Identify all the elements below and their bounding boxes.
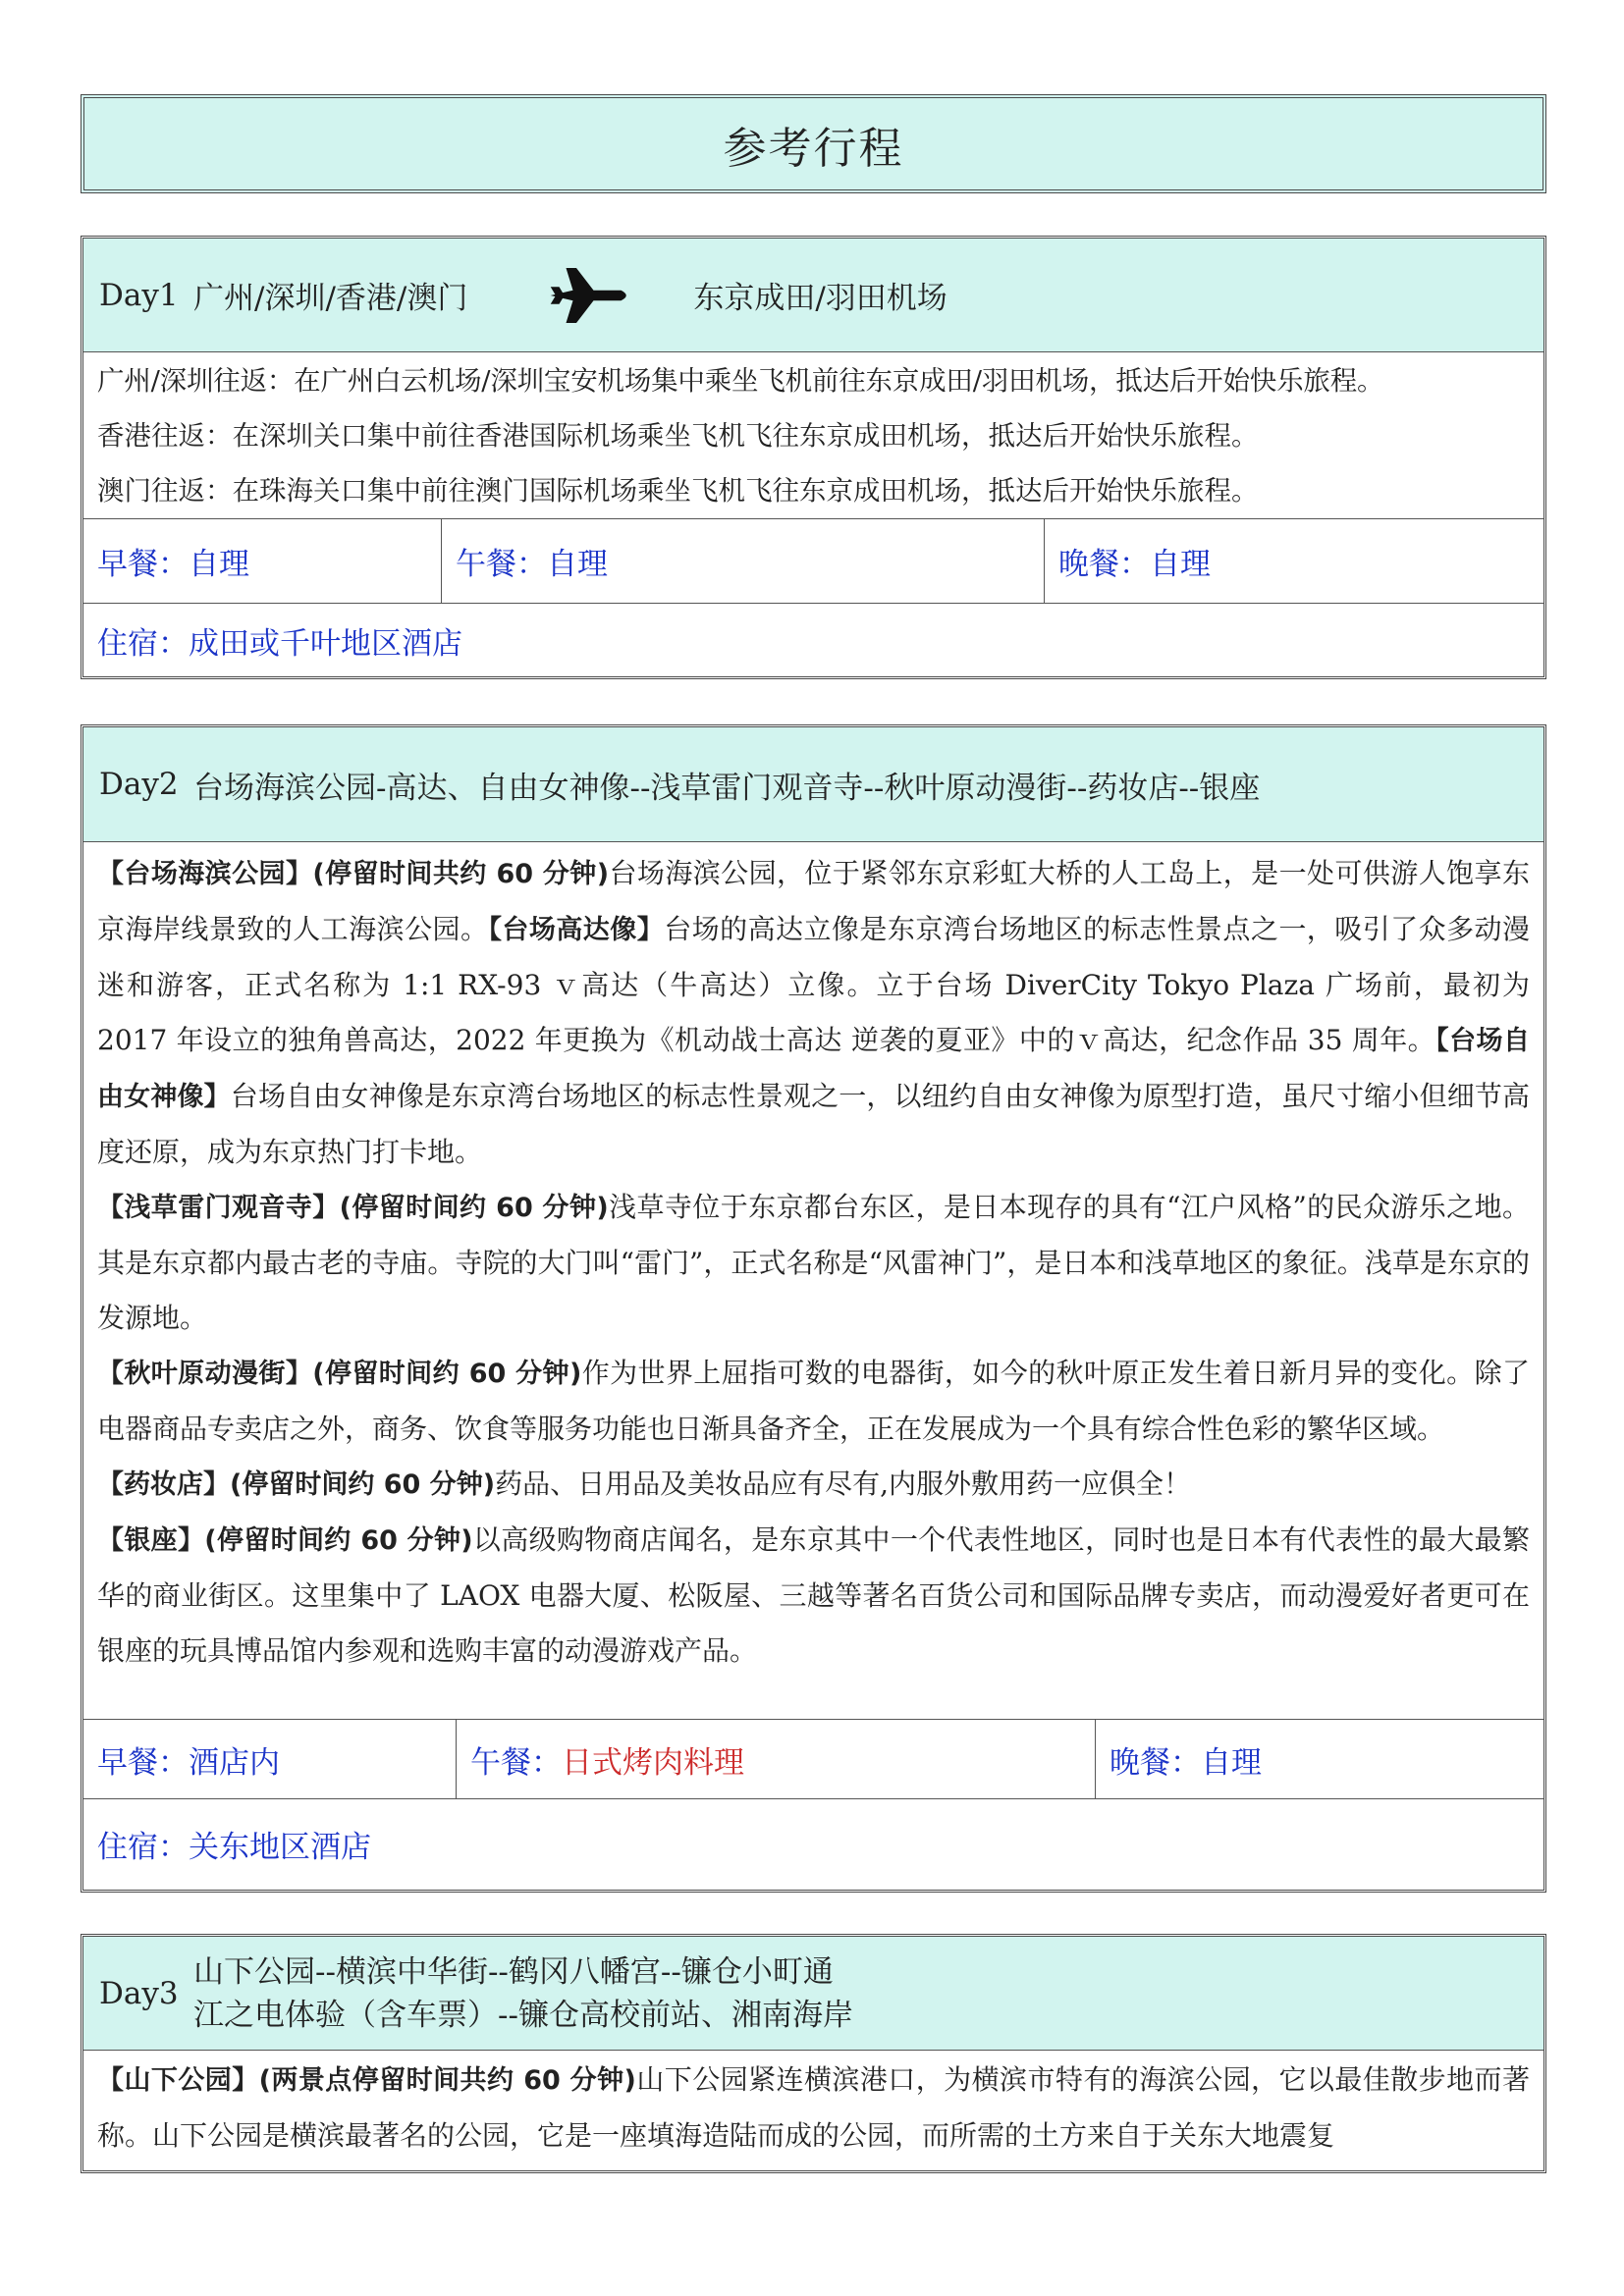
day2-lunch-label: 午餐： <box>470 1744 562 1781</box>
day3-paragraph-yamashita <box>97 2053 1530 2163</box>
akihabara-text: 作为世界上屈指可数的电器街，如今的秋叶原正发生着日新月异的变化。除了电器商品专卖店之外，商务、饮食等服务功能也日渐具备齐全，正在发展成为一个具有综合性色彩的繁华区域。 <box>97 1357 1530 1445</box>
day2-lunch <box>456 1720 1095 1798</box>
day1-breakfast: 早餐：自理 <box>97 547 249 582</box>
odaiba-park-heading: 【台场海滨公园】(停留时间共约 60 分钟) <box>97 859 610 889</box>
day2-lunch-value: 日式烤肉料理 <box>562 1744 744 1781</box>
day2-paragraph-akihabara <box>97 1346 1530 1457</box>
day3-route-line-1: 山下公园--横滨中华街--鹤冈八幡宫--镰仓小町通 <box>193 1953 834 1990</box>
day2-route: 台场海滨公园-高达、自由女神像--浅草雷门观音寺--秋叶原动漫街--药妆店--银座 <box>193 770 1261 806</box>
asakusa-heading: 【浅草雷门观音寺】(停留时间约 60 分钟) <box>97 1193 609 1223</box>
day1-line-1: 广州/深圳往返：在广州白云机场/深圳宝安机场集中乘坐飞机前往东京成田/羽田机场，抵达后开始快乐旅程。 <box>97 365 1384 397</box>
day1-header <box>83 239 1543 351</box>
day1-section <box>81 236 1546 679</box>
day3-description <box>83 2050 1543 2170</box>
yamashita-park-text: 山下公园紧连横滨港口，为横滨市特有的海滨公园，它以最佳散步地而著称。山下公园是横滨最著名的公园，它是一座填海造陆而成的公园，而所需的土方来自于关东大地震复 <box>97 2063 1530 2152</box>
day2-section <box>81 724 1546 1893</box>
page-title-box <box>81 94 1546 193</box>
day1-stay: 住宿：成田或千叶地区酒店 <box>97 625 462 662</box>
day3-label: Day3 <box>99 1975 179 2011</box>
drugstore-heading: 【药妆店】(停留时间约 60 分钟) <box>97 1469 496 1500</box>
day1-meals-row <box>83 518 1543 603</box>
day3-header <box>83 1937 1543 2050</box>
day2-description <box>83 841 1543 1719</box>
statue-of-liberty-heading: 【台场自由女神像】 <box>97 1026 1531 1112</box>
gundam-text: 台场的高达立像是东京湾台场地区的标志性景点之一，吸引了众多动漫迷和游客，正式名称为 1:1 RX-93 ｖ高达（牛高达）立像。立于台场 DiverCity Tokyo Plaza 广场前，最初为 2017 年设立的独角兽高达，2022 年更换为《机动战士高达 逆袭的夏亚》中的ｖ高达，纪念作品 35 周年。 <box>97 913 1530 1056</box>
drugstore-text: 药品、日用品及美妆品应有尽有,内服外敷用药一应俱全！ <box>495 1468 1191 1500</box>
day1-line-3: 澳门往返：在珠海关口集中前往澳门国际机场乘坐飞机飞往东京成田机场，抵达后开始快乐旅程。 <box>97 475 1259 507</box>
ginza-heading: 【银座】(停留时间约 60 分钟) <box>97 1525 473 1556</box>
day2-paragraph-ginza <box>97 1513 1530 1679</box>
day3-section <box>81 1934 1546 2173</box>
day1-description <box>83 351 1543 518</box>
day2-dinner: 晚餐：自理 <box>1095 1720 1543 1798</box>
day2-label: Day2 <box>99 767 179 802</box>
day1-lunch: 午餐：自理 <box>441 519 1044 603</box>
day2-stay-row <box>83 1798 1543 1888</box>
day2-breakfast: 早餐：酒店内 <box>97 1744 280 1781</box>
asakusa-text: 浅草寺位于东京都台东区，是日本现存的具有“江户风格”的民众游乐之地。其是东京都内最古老的寺庙。寺院的大门叫“雷门”，正式名称是“风雷神门”，是日本和浅草地区的象征。浅草是东京的发源地。 <box>97 1191 1530 1334</box>
day2-stay: 住宿：关东地区酒店 <box>97 1829 371 1865</box>
akihabara-heading: 【秋叶原动漫街】(停留时间约 60 分钟) <box>97 1359 582 1389</box>
yamashita-park-heading: 【山下公园】(两景点停留时间共约 60 分钟) <box>97 2065 636 2096</box>
day1-dinner: 晚餐：自理 <box>1044 519 1543 603</box>
day1-stay-row <box>83 603 1543 676</box>
statue-of-liberty-text: 台场自由女神像是东京湾台场地区的标志性景观之一，以纽约自由女神像为原型打造，虽尺寸缩小但细节高度还原，成为东京热门打卡地。 <box>97 1080 1531 1168</box>
day2-meals-row <box>83 1719 1543 1798</box>
day2-paragraph-asakusa <box>97 1180 1530 1346</box>
airplane-icon <box>546 261 634 330</box>
day2-paragraph-odaiba <box>97 846 1530 1180</box>
day2-header <box>83 727 1543 841</box>
ginza-text: 以高级购物商店闻名，是东京其中一个代表性地区，同时也是日本有代表性的最大最繁华的商业街区。这里集中了 LAOX 电器大厦、松阪屋、三越等著名百货公司和国际品牌专卖店，而动漫爱好者更可在银座的玩具博品馆内参观和选购丰富的动漫游戏产品。 <box>97 1523 1530 1667</box>
day1-label: Day1 <box>99 277 179 313</box>
gundam-heading: 【台场高达像】 <box>488 915 665 945</box>
page-title: 参考行程 <box>723 123 904 174</box>
odaiba-park-text: 台场海滨公园，位于紧邻东京彩虹大桥的人工岛上，是一处可供游人饱享东京海岸线景致的人工海滨公园。 <box>97 857 1530 945</box>
day3-route-line-2: 江之电体验（含车票）--镰仓高校前站、湘南海岸 <box>193 1997 853 2033</box>
day2-paragraph-drugstore <box>97 1457 1530 1513</box>
day1-origin: 广州/深圳/香港/澳门 <box>193 281 468 316</box>
day1-destination: 东京成田/羽田机场 <box>693 281 947 316</box>
day1-line-2: 香港往返：在深圳关口集中前往香港国际机场乘坐飞机飞往东京成田机场，抵达后开始快乐旅程。 <box>97 420 1259 452</box>
